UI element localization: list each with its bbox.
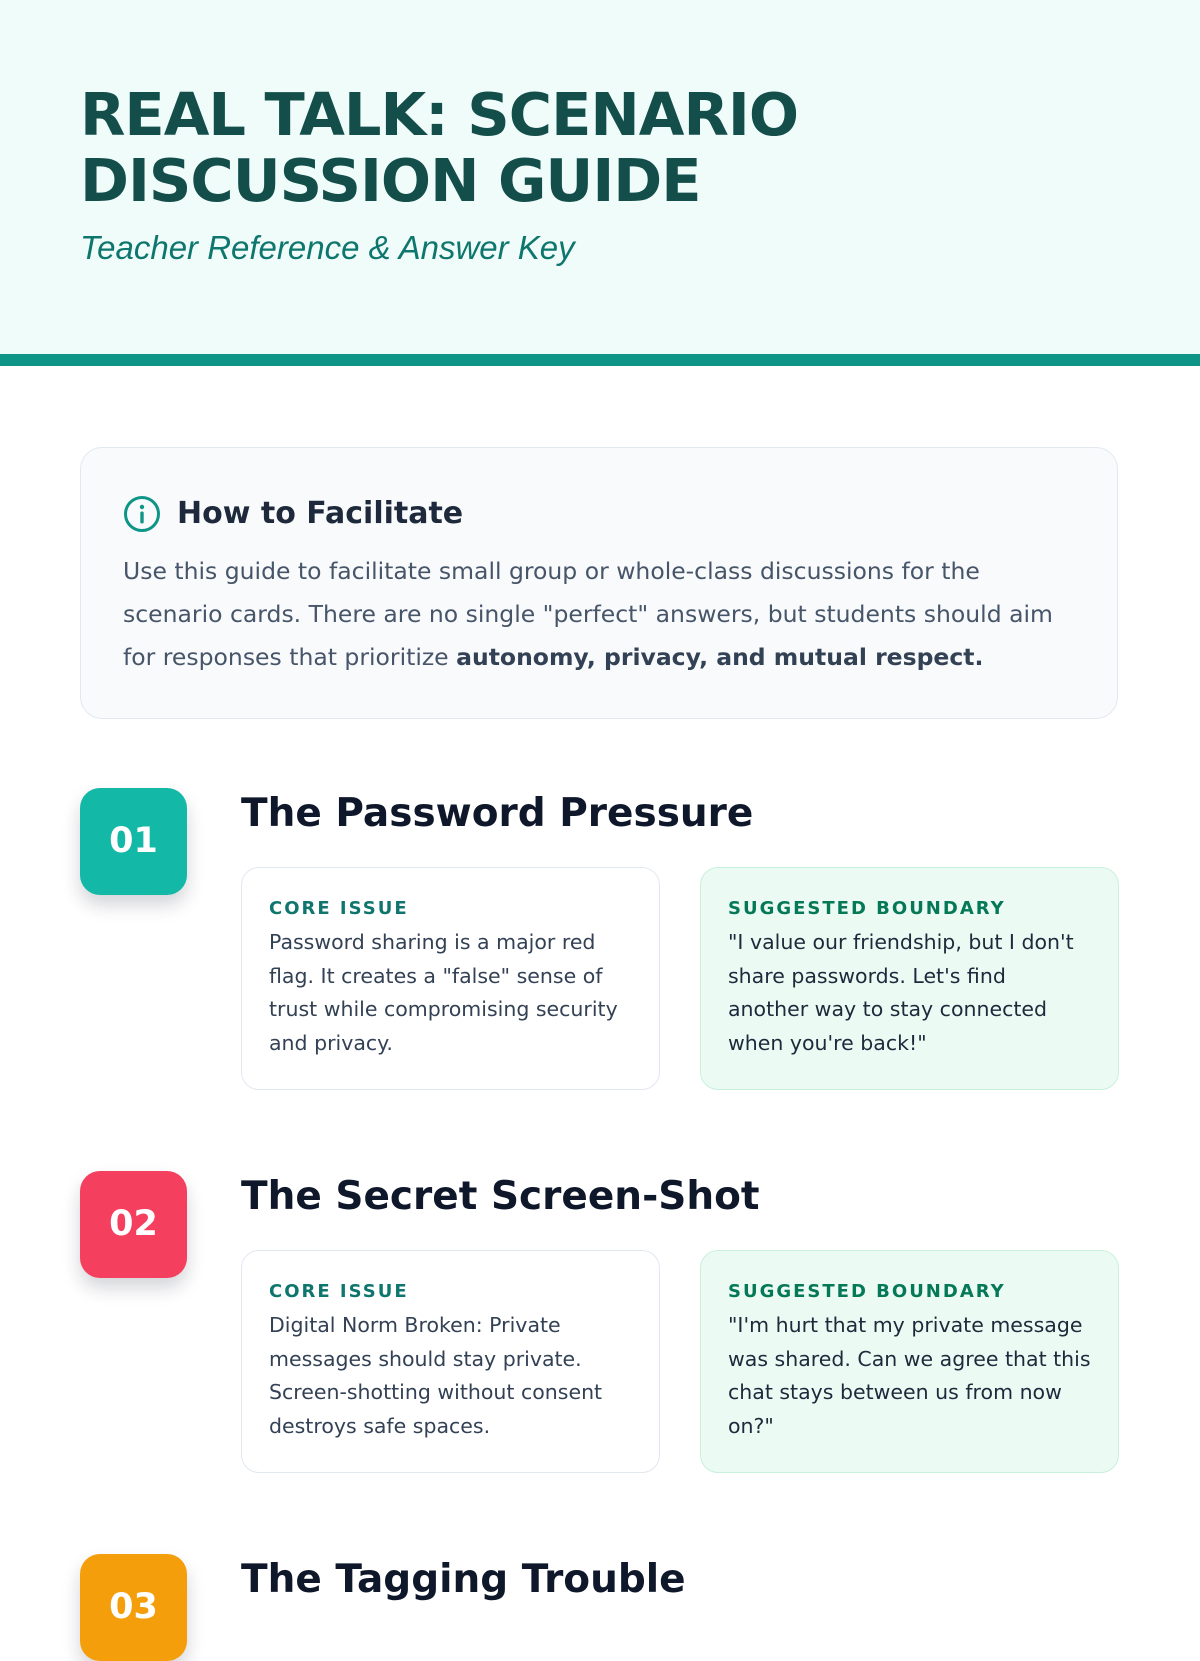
page-title-line-2: DISCUSSION GUIDE [80,146,701,215]
info-circle-icon [123,495,161,533]
header-accent-bar [0,354,1200,366]
suggested-boundary-text: "I'm hurt that my private message was shared. Can we agree that this chat stays between us from now on?" [728,1313,1091,1438]
suggested-boundary-card [700,867,1119,1090]
page-header [0,0,1200,354]
page-title-line-1: REAL TALK: SCENARIO [80,80,798,149]
page-title [80,82,1080,214]
core-issue-label: CORE ISSUE [269,898,409,919]
suggested-boundary-label: SUGGESTED BOUNDARY [728,1281,1006,1302]
core-issue-card [241,867,660,1090]
scenario-number-badge: 02 [80,1171,187,1278]
scenario-number-badge: 03 [80,1554,187,1661]
scenario-title: The Secret Screen-Shot [241,1174,760,1219]
core-issue-card [241,1250,660,1473]
core-issue-label: CORE ISSUE [269,1281,409,1302]
facilitation-text [123,550,1083,679]
page-subtitle: Teacher Reference & Answer Key [80,229,575,266]
facilitation-emphasis: autonomy, privacy, and mutual respect. [456,643,984,671]
scenario-title: The Tagging Trouble [241,1557,686,1602]
core-issue-text: Password sharing is a major red flag. It creates a "false" sense of trust while compromising security and privacy. [269,930,618,1055]
suggested-boundary-card [700,1250,1119,1473]
suggested-boundary-label: SUGGESTED BOUNDARY [728,898,1006,919]
scenario-title: The Password Pressure [241,791,754,836]
scenario-number-badge: 01 [80,788,187,895]
facilitation-heading: How to Facilitate [177,496,464,531]
core-issue-text: Digital Norm Broken: Private messages should stay private. Screen-shotting without consent destroys safe spaces. [269,1313,603,1438]
facilitation-body: Use this guide to facilitate small group or whole-class discussions for the scenario cards. There are no single "perfect" answers, but students should aim for responses that prioritize [123,557,1053,671]
suggested-boundary-text: "I value our friendship, but I don't share passwords. Let's find another way to stay connected when you're back!" [728,930,1074,1055]
facilitation-info-box [80,447,1118,719]
